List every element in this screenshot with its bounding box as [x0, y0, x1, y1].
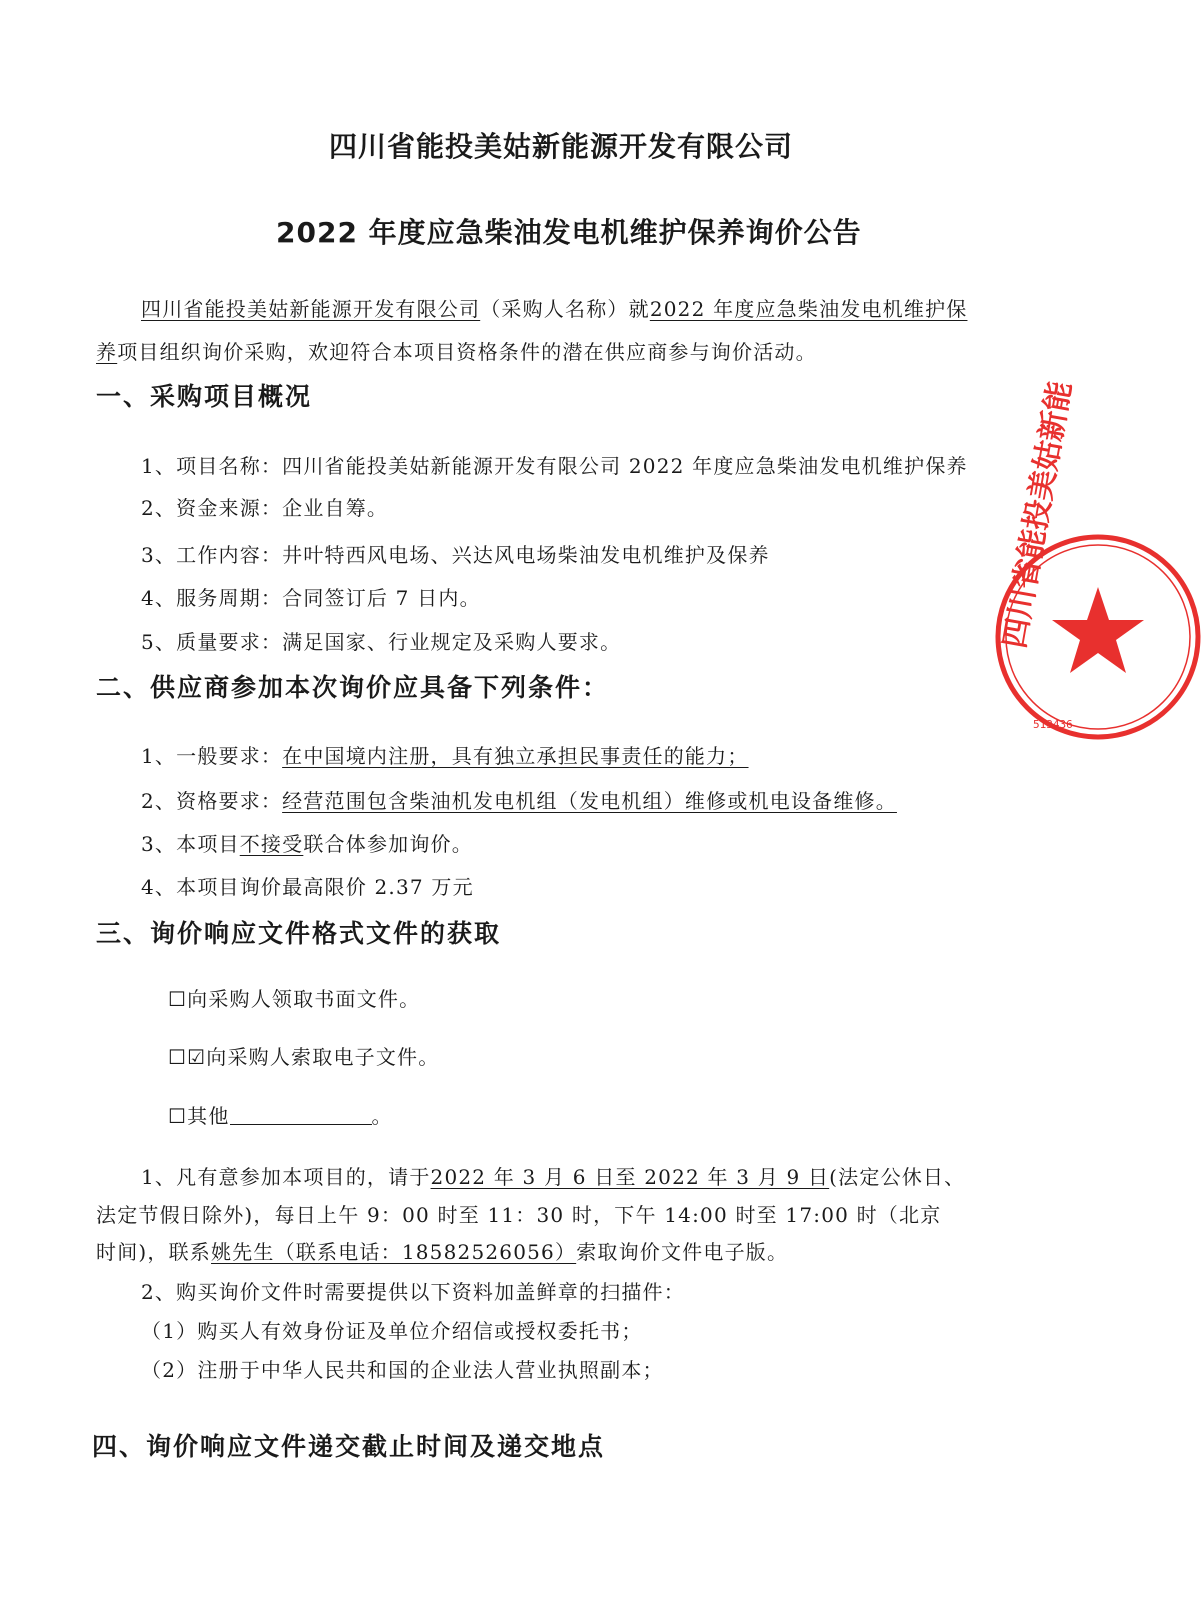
- materials-intro: 2、购买询价文件时需要提供以下资料加盖鲜章的扫描件：: [141, 1280, 685, 1304]
- acquire-date-range: 2022 年 3 月 6 日至 2022 年 3 月 9 日: [430, 1165, 830, 1189]
- requirement-text: 联合体参加询价。: [303, 832, 473, 856]
- section-3-heading: 三、询价响应文件格式文件的获取: [96, 919, 502, 948]
- intro-line-2: [96, 342, 817, 362]
- requirement-value: 经营范围包含柴油机发电机组（发电机组）维修或机电设备维修。: [282, 789, 897, 813]
- option-other: [168, 1106, 393, 1126]
- requirement-label: 1、一般要求：: [141, 744, 283, 768]
- section-4-heading: 四、询价响应文件递交截止时间及递交地点: [92, 1432, 606, 1461]
- company-title: 四川省能投美姑新能源开发有限公司: [329, 130, 794, 163]
- requirement-general: [141, 746, 749, 766]
- contact-person: 姚先生（联系电话：18582526056）: [211, 1240, 577, 1264]
- acquire-para-line-3: [96, 1242, 788, 1262]
- requirement-consortium: [141, 834, 473, 854]
- requirement-label: 2、资格要求：: [141, 789, 283, 813]
- materials-item-1: （1）购买人有效身份证及单位介绍信或授权委托书；: [141, 1319, 643, 1343]
- section-1-heading: 一、采购项目概况: [96, 382, 313, 411]
- intro-rest: 项目组织询价采购，欢迎符合本项目资格条件的潜在供应商参与询价活动。: [117, 340, 817, 364]
- svg-text:513436: 513436: [1033, 718, 1073, 731]
- section-1-item: 1、项目名称：四川省能投美姑新能源开发有限公司 2022 年度应急柴油发电机维护保养: [141, 454, 968, 478]
- option-electronic-file: ☐☑向采购人索取电子文件。: [168, 1045, 440, 1069]
- not-accepted: 不接受: [239, 832, 304, 856]
- option-other-label: ☐其他: [168, 1104, 230, 1128]
- section-1-item: 5、质量要求：满足国家、行业规定及采购人要求。: [141, 630, 622, 654]
- requirement-price-limit: 4、本项目询价最高限价 2.37 万元: [141, 875, 474, 899]
- svg-text:四川省能投美姑新能: 四川省能投美姑新能: [997, 378, 1079, 651]
- acquire-text: (法定公休日、: [829, 1165, 966, 1189]
- option-other-end: 。: [371, 1104, 393, 1128]
- materials-item-2: （2）注册于中华人民共和国的企业法人营业执照副本；: [141, 1358, 664, 1382]
- acquire-text: 1、凡有意参加本项目的，请于: [141, 1165, 431, 1189]
- company-seal-icon: [993, 378, 1203, 742]
- other-blank-line: [230, 1106, 372, 1125]
- purchaser-label: （采购人名称）就: [480, 297, 650, 321]
- acquire-text: 索取询价文件电子版。: [576, 1240, 789, 1264]
- intro-line-1: [141, 299, 967, 319]
- project-name-part-b: 养: [96, 340, 118, 364]
- requirement-qualification: [141, 791, 897, 811]
- acquire-text: 时间)，联系: [96, 1240, 212, 1264]
- notice-title: 2022 年度应急柴油发电机维护保养询价公告: [276, 216, 862, 249]
- requirement-text: 3、本项目: [141, 832, 240, 856]
- acquire-para-line-2: 法定节假日除外)，每日上午 9：00 时至 11：30 时，下午 14:00 时至 17:00 时（北京: [96, 1203, 942, 1227]
- acquire-para-line-1: [141, 1167, 965, 1187]
- section-1-item: 3、工作内容：井叶特西风电场、兴达风电场柴油发电机维护及保养: [141, 543, 770, 567]
- requirement-value: 在中国境内注册，具有独立承担民事责任的能力；: [282, 744, 749, 768]
- section-2-heading: 二、供应商参加本次询价应具备下列条件：: [96, 673, 610, 702]
- option-paper-file: ☐向采购人领取书面文件。: [168, 987, 421, 1011]
- section-1-item: 4、服务周期：合同签订后 7 日内。: [141, 586, 481, 610]
- section-1-item: 2、资金来源：企业自筹。: [141, 496, 389, 520]
- purchaser-name: 四川省能投美姑新能源开发有限公司: [141, 297, 481, 321]
- project-name-part-a: 2022 年度应急柴油发电机维护保: [649, 297, 968, 321]
